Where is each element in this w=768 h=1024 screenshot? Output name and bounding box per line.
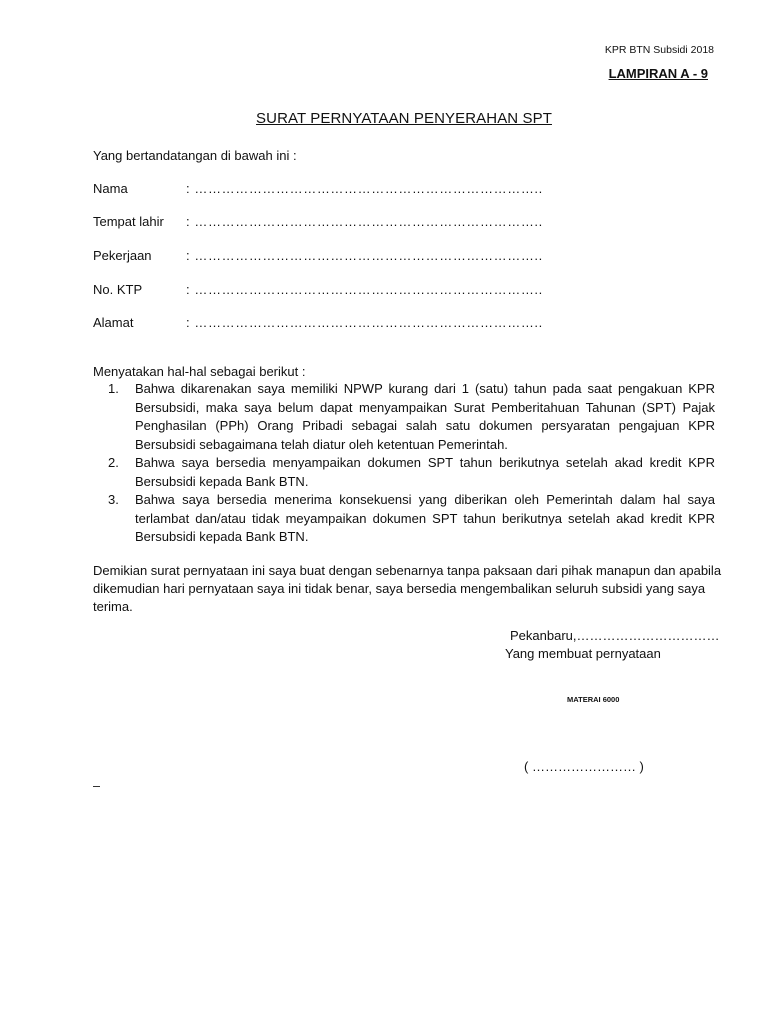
- attachment-label: LAMPIRAN A - 9: [608, 66, 708, 81]
- field-pekerjaan: [93, 248, 573, 266]
- list-item: [108, 491, 715, 547]
- field-label: Alamat: [93, 315, 134, 330]
- field-label: Pekerjaan: [93, 248, 152, 263]
- field-blank: : …………………………………………………………………..: [186, 315, 543, 330]
- statement-list: [108, 380, 715, 547]
- list-number: 2.: [108, 455, 119, 470]
- field-label: Tempat lahir: [93, 214, 164, 229]
- list-text: Bahwa saya bersedia menyampaikan dokumen SPT tahun berikutnya setelah akad kredit KPR Bersubsidi kepada Bank BTN.: [135, 455, 715, 489]
- field-label: Nama: [93, 181, 128, 196]
- list-number: 1.: [108, 381, 119, 396]
- statement-lead: Menyatakan hal-hal sebagai berikut :: [93, 364, 306, 379]
- closing-paragraph: Demikian surat pernyataan ini saya buat dengan sebenarnya tanpa paksaan dari pihak manapun dan apabila dikemudian hari pernyataan saya ini tidak benar, saya bersedia mengembalikan seluruh subsidi yang saya terima.: [93, 563, 722, 614]
- list-number: 3.: [108, 492, 119, 507]
- intro-text: Yang bertandatangan di bawah ini :: [93, 148, 297, 163]
- field-tempat-lahir: [93, 214, 573, 232]
- field-alamat: [93, 315, 573, 333]
- list-item: [108, 454, 715, 491]
- program-label: KPR BTN Subsidi 2018: [604, 44, 714, 56]
- signature-name-line: ( …………………… ): [524, 759, 644, 774]
- divider: [93, 786, 100, 787]
- field-blank: : …………………………………………………………………..: [186, 181, 543, 196]
- field-no-ktp: [93, 282, 573, 300]
- list-item: [108, 380, 715, 454]
- field-blank: : …………………………………………………………………..: [186, 248, 543, 263]
- field-blank: : …………………………………………………………………..: [186, 282, 543, 297]
- list-text: Bahwa saya bersedia menerima konsekuensi yang diberikan oleh Pemerintah dalam hal saya terlambat dan/atau tidak meyampaikan dokumen SPT tahun berikutnya setelah akad kredit KPR Bersubsidi kepada Bank BTN.: [135, 492, 715, 544]
- field-nama: [93, 181, 573, 199]
- place-date-line: Pekanbaru,……………………………: [510, 628, 720, 643]
- stamp-duty-label: MATERAI 6000: [567, 695, 620, 704]
- signatory-label: Yang membuat pernyataan: [505, 646, 661, 661]
- field-blank: : …………………………………………………………………..: [186, 214, 543, 229]
- list-text: Bahwa dikarenakan saya memiliki NPWP kurang dari 1 (satu) tahun pada saat pengakuan KPR Bersubsidi, maka saya belum dapat menyampaikan Surat Pemberitahuan Tahunan (SPT) Pajak Penghasilan (PPh) Orang Pribadi sebagai salah satu dokumen persyaratan pengajuan KPR Bersubsidi sebagaimana telah diatur oleh ketentuan Pemerintah.: [135, 381, 715, 452]
- field-label: No. KTP: [93, 282, 143, 297]
- document-title: SURAT PERNYATAAN PENYERAHAN SPT: [256, 110, 552, 127]
